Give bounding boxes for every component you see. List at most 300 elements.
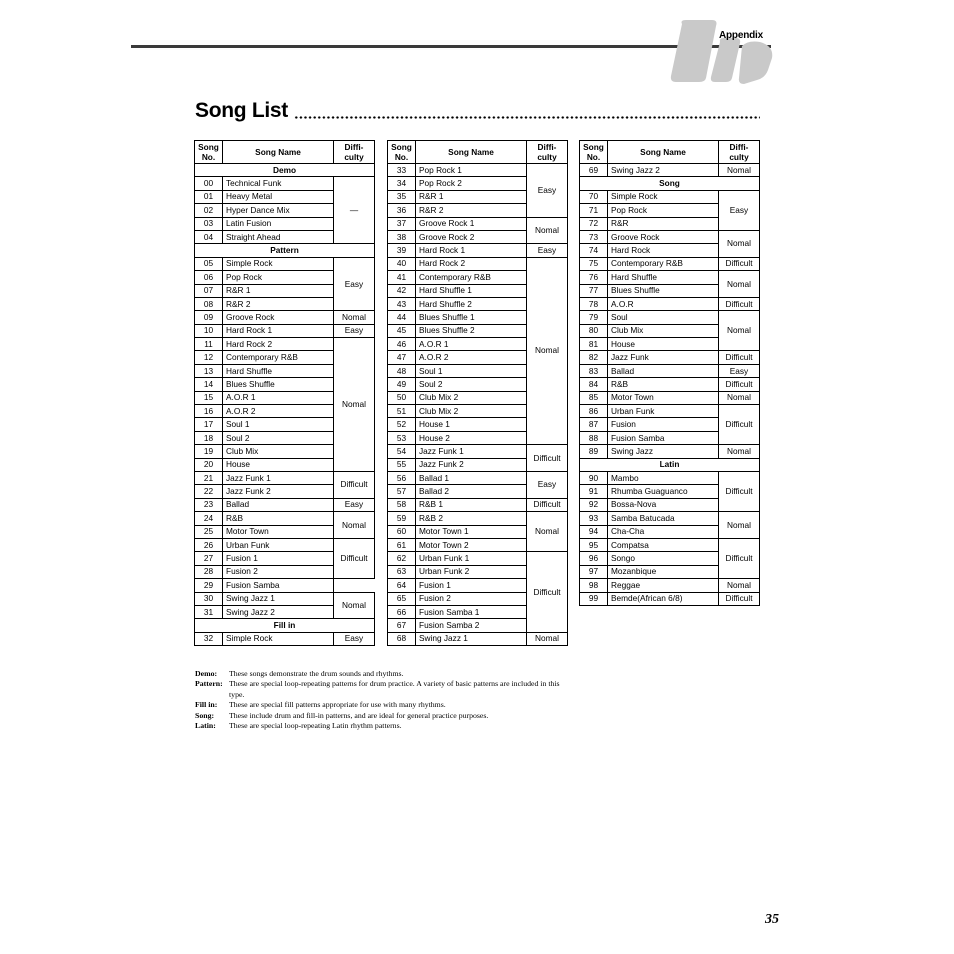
category-label: Pattern bbox=[195, 244, 375, 257]
song-name: Simple Rock bbox=[223, 257, 334, 270]
difficulty-cell: Nomal bbox=[719, 164, 760, 177]
table-row bbox=[580, 405, 760, 418]
song-number: 01 bbox=[195, 190, 223, 203]
table-row bbox=[388, 257, 568, 270]
song-number: 51 bbox=[388, 405, 416, 418]
song-number: 83 bbox=[580, 364, 608, 377]
song-name: Fusion Samba bbox=[608, 431, 719, 444]
difficulty-cell: Easy bbox=[527, 244, 568, 257]
song-name: R&R 2 bbox=[223, 297, 334, 310]
category-row bbox=[195, 164, 375, 177]
table-row bbox=[388, 498, 568, 511]
table-row bbox=[580, 164, 760, 177]
table-row bbox=[580, 271, 760, 284]
song-number: 79 bbox=[580, 311, 608, 324]
song-name: Hard Shuffle 1 bbox=[416, 284, 527, 297]
table-row bbox=[388, 632, 568, 645]
song-number: 08 bbox=[195, 297, 223, 310]
song-name: Hard Rock 2 bbox=[416, 257, 527, 270]
note-fill-in: Fill in: These are special fill patterns appropriate for use with many rhythms. bbox=[195, 700, 446, 710]
table-row bbox=[580, 471, 760, 484]
table-row bbox=[195, 177, 375, 190]
category-row bbox=[580, 177, 760, 190]
header-song-no: Song No. bbox=[580, 141, 608, 164]
header-song-name: Song Name bbox=[608, 141, 719, 164]
song-name: Jazz Funk 2 bbox=[416, 458, 527, 471]
song-number: 98 bbox=[580, 579, 608, 592]
song-name: Pop Rock 2 bbox=[416, 177, 527, 190]
difficulty-cell: Difficult bbox=[527, 498, 568, 511]
difficulty-cell: Nomal bbox=[527, 217, 568, 244]
song-name: Contemporary R&B bbox=[223, 351, 334, 364]
song-number: 53 bbox=[388, 431, 416, 444]
category-row bbox=[580, 458, 760, 471]
table-row bbox=[388, 217, 568, 230]
song-number: 81 bbox=[580, 338, 608, 351]
song-number: 46 bbox=[388, 338, 416, 351]
song-number: 43 bbox=[388, 297, 416, 310]
song-number: 88 bbox=[580, 431, 608, 444]
difficulty-cell: Nomal bbox=[719, 445, 760, 458]
song-name: Technical Funk bbox=[223, 177, 334, 190]
note-pattern: Pattern: These are special loop-repeating patterns for drum practice. A variety of basic patterns are included in this type. bbox=[195, 679, 560, 699]
table-row bbox=[388, 512, 568, 525]
song-number: 45 bbox=[388, 324, 416, 337]
table-row bbox=[195, 579, 375, 592]
page-title: Song List bbox=[195, 99, 288, 122]
song-name: Fusion Samba 2 bbox=[416, 619, 527, 632]
table-row bbox=[580, 538, 760, 551]
song-name: Hard Rock 1 bbox=[223, 324, 334, 337]
song-name: Groove Rock 1 bbox=[416, 217, 527, 230]
difficulty-cell: Nomal bbox=[719, 512, 760, 539]
table-row bbox=[580, 190, 760, 203]
header-song-no: Song No. bbox=[388, 141, 416, 164]
song-name: R&R 1 bbox=[416, 190, 527, 203]
song-number: 11 bbox=[195, 338, 223, 351]
song-number: 70 bbox=[580, 190, 608, 203]
difficulty-cell: Easy bbox=[719, 364, 760, 377]
table-header-row bbox=[388, 141, 568, 164]
song-name: Jazz Funk bbox=[608, 351, 719, 364]
song-name: Hard Rock 2 bbox=[223, 338, 334, 351]
song-number: 76 bbox=[580, 271, 608, 284]
song-name: Hard Shuffle 2 bbox=[416, 297, 527, 310]
song-name: Urban Funk bbox=[223, 538, 334, 551]
song-number: 92 bbox=[580, 498, 608, 511]
song-name: Ballad bbox=[608, 364, 719, 377]
table-row bbox=[580, 579, 760, 592]
difficulty-cell: Difficult bbox=[334, 471, 375, 498]
difficulty-cell: Difficult bbox=[719, 378, 760, 391]
song-name: Motor Town bbox=[223, 525, 334, 538]
category-row bbox=[195, 244, 375, 257]
song-name: Soul 2 bbox=[416, 378, 527, 391]
difficulty-cell: Nomal bbox=[334, 512, 375, 539]
song-name: Soul 1 bbox=[223, 418, 334, 431]
table-row bbox=[195, 311, 375, 324]
song-number: 61 bbox=[388, 538, 416, 551]
table-header-row bbox=[195, 141, 375, 164]
song-number: 91 bbox=[580, 485, 608, 498]
table-row bbox=[195, 257, 375, 270]
song-number: 34 bbox=[388, 177, 416, 190]
song-name: Songo bbox=[608, 552, 719, 565]
song-number: 77 bbox=[580, 284, 608, 297]
difficulty-cell: Easy bbox=[334, 324, 375, 337]
song-number: 97 bbox=[580, 565, 608, 578]
song-number: 22 bbox=[195, 485, 223, 498]
song-name: Blues Shuffle 2 bbox=[416, 324, 527, 337]
table-row bbox=[195, 538, 375, 551]
song-name: Pop Rock bbox=[608, 204, 719, 217]
song-number: 21 bbox=[195, 471, 223, 484]
table-row bbox=[580, 592, 760, 605]
song-name: Groove Rock bbox=[223, 311, 334, 324]
song-number: 39 bbox=[388, 244, 416, 257]
song-number: 00 bbox=[195, 177, 223, 190]
song-name: Hard Shuffle bbox=[608, 271, 719, 284]
difficulty-cell: Difficult bbox=[719, 471, 760, 511]
song-name: Rhumba Guaguanco bbox=[608, 485, 719, 498]
song-number: 55 bbox=[388, 458, 416, 471]
song-name: Ballad 1 bbox=[416, 471, 527, 484]
song-name: Simple Rock bbox=[608, 190, 719, 203]
category-label: Fill in bbox=[195, 619, 375, 632]
song-number: 78 bbox=[580, 297, 608, 310]
table-row bbox=[580, 230, 760, 243]
difficulty-cell: Difficult bbox=[527, 445, 568, 472]
song-name: Club Mix bbox=[223, 445, 334, 458]
table-row bbox=[195, 338, 375, 351]
song-name: Swing Jazz 1 bbox=[416, 632, 527, 645]
song-number: 25 bbox=[195, 525, 223, 538]
song-name: Compatsa bbox=[608, 538, 719, 551]
song-number: 87 bbox=[580, 418, 608, 431]
note-song: Song: These include drum and fill-in patterns, and are ideal for general practice purposes. bbox=[195, 710, 489, 720]
table-row bbox=[195, 632, 375, 645]
song-number: 44 bbox=[388, 311, 416, 324]
difficulty-cell: Nomal bbox=[719, 271, 760, 298]
difficulty-cell: Easy bbox=[334, 257, 375, 311]
song-name: R&B bbox=[223, 512, 334, 525]
difficulty-cell: — bbox=[334, 177, 375, 244]
song-number: 32 bbox=[195, 632, 223, 645]
song-number: 26 bbox=[195, 538, 223, 551]
song-name: Fusion 2 bbox=[416, 592, 527, 605]
difficulty-cell: Easy bbox=[527, 164, 568, 218]
song-number: 68 bbox=[388, 632, 416, 645]
song-number: 09 bbox=[195, 311, 223, 324]
song-name: Jazz Funk 1 bbox=[223, 471, 334, 484]
song-number: 66 bbox=[388, 605, 416, 618]
header-difficulty: Diffi-culty bbox=[719, 141, 760, 164]
song-name: Fusion Samba 1 bbox=[416, 605, 527, 618]
table-row bbox=[195, 324, 375, 337]
song-name: R&B 2 bbox=[416, 512, 527, 525]
song-name: Groove Rock 2 bbox=[416, 230, 527, 243]
table-header-row bbox=[580, 141, 760, 164]
difficulty-cell: Nomal bbox=[719, 311, 760, 351]
song-number: 35 bbox=[388, 190, 416, 203]
song-name: Hard Rock 1 bbox=[416, 244, 527, 257]
table-row bbox=[195, 592, 375, 605]
song-name: Mambo bbox=[608, 471, 719, 484]
song-name: R&B 1 bbox=[416, 498, 527, 511]
song-number: 80 bbox=[580, 324, 608, 337]
song-number: 75 bbox=[580, 257, 608, 270]
song-name: Bemde(African 6/8) bbox=[608, 592, 719, 605]
song-number: 63 bbox=[388, 565, 416, 578]
song-name: R&R 2 bbox=[416, 204, 527, 217]
difficulty-cell: Easy bbox=[527, 471, 568, 498]
table-row bbox=[580, 311, 760, 324]
table-row bbox=[580, 445, 760, 458]
song-name: Straight Ahead bbox=[223, 230, 334, 243]
table-row bbox=[388, 244, 568, 257]
song-number: 06 bbox=[195, 271, 223, 284]
difficulty-cell: Nomal bbox=[719, 391, 760, 404]
difficulty-cell: Nomal bbox=[527, 632, 568, 645]
song-name: Bossa-Nova bbox=[608, 498, 719, 511]
song-name: Jazz Funk 1 bbox=[416, 445, 527, 458]
song-number: 07 bbox=[195, 284, 223, 297]
song-number: 69 bbox=[580, 164, 608, 177]
song-number: 42 bbox=[388, 284, 416, 297]
song-name: Contemporary R&B bbox=[416, 271, 527, 284]
difficulty-cell: Nomal bbox=[719, 230, 760, 257]
song-name: Club Mix bbox=[608, 324, 719, 337]
song-name: Soul 2 bbox=[223, 431, 334, 444]
table-row bbox=[580, 364, 760, 377]
difficulty-cell: Difficult bbox=[719, 257, 760, 270]
song-number: 12 bbox=[195, 351, 223, 364]
song-number: 47 bbox=[388, 351, 416, 364]
song-name: Swing Jazz 2 bbox=[608, 164, 719, 177]
song-name: Swing Jazz 1 bbox=[223, 592, 334, 605]
table-row bbox=[388, 445, 568, 458]
song-number: 89 bbox=[580, 445, 608, 458]
song-number: 64 bbox=[388, 579, 416, 592]
table-row bbox=[195, 471, 375, 484]
song-name: Contemporary R&B bbox=[608, 257, 719, 270]
song-name: A.O.R 2 bbox=[416, 351, 527, 364]
header-difficulty: Diffi-culty bbox=[527, 141, 568, 164]
song-name: Swing Jazz bbox=[608, 445, 719, 458]
song-number: 60 bbox=[388, 525, 416, 538]
song-name: House 1 bbox=[416, 418, 527, 431]
song-number: 41 bbox=[388, 271, 416, 284]
table-row bbox=[580, 257, 760, 270]
song-name: Soul 1 bbox=[416, 364, 527, 377]
song-name: Ballad bbox=[223, 498, 334, 511]
song-number: 90 bbox=[580, 471, 608, 484]
table-row bbox=[580, 351, 760, 364]
song-number: 50 bbox=[388, 391, 416, 404]
song-number: 73 bbox=[580, 230, 608, 243]
song-number: 71 bbox=[580, 204, 608, 217]
song-name: House 2 bbox=[416, 431, 527, 444]
appendix-tab-graphic bbox=[668, 16, 778, 86]
song-number: 40 bbox=[388, 257, 416, 270]
difficulty-cell: Nomal bbox=[334, 592, 375, 619]
difficulty-cell: Difficult bbox=[719, 538, 760, 578]
song-number: 02 bbox=[195, 204, 223, 217]
table-row bbox=[580, 391, 760, 404]
header-song-name: Song Name bbox=[223, 141, 334, 164]
song-number: 65 bbox=[388, 592, 416, 605]
song-name: R&R bbox=[608, 217, 719, 230]
song-number: 37 bbox=[388, 217, 416, 230]
category-label: Latin bbox=[580, 458, 760, 471]
table-row bbox=[388, 552, 568, 565]
song-number: 85 bbox=[580, 391, 608, 404]
song-number: 33 bbox=[388, 164, 416, 177]
song-table-2 bbox=[387, 140, 568, 646]
category-label: Demo bbox=[195, 164, 375, 177]
song-name: Motor Town 2 bbox=[416, 538, 527, 551]
difficulty-cell: Difficult bbox=[334, 538, 375, 578]
song-name: Urban Funk 2 bbox=[416, 565, 527, 578]
song-number: 19 bbox=[195, 445, 223, 458]
note-demo: Demo: These songs demonstrate the drum sounds and rhythms. bbox=[195, 669, 404, 678]
song-name: Motor Town 1 bbox=[416, 525, 527, 538]
song-number: 93 bbox=[580, 512, 608, 525]
song-number: 30 bbox=[195, 592, 223, 605]
difficulty-cell: Nomal bbox=[527, 257, 568, 444]
difficulty-cell: Nomal bbox=[719, 579, 760, 592]
song-number: 18 bbox=[195, 431, 223, 444]
song-name: Pop Rock 1 bbox=[416, 164, 527, 177]
song-number: 52 bbox=[388, 418, 416, 431]
song-number: 56 bbox=[388, 471, 416, 484]
song-number: 14 bbox=[195, 378, 223, 391]
song-name: Blues Shuffle bbox=[608, 284, 719, 297]
song-number: 16 bbox=[195, 405, 223, 418]
song-number: 54 bbox=[388, 445, 416, 458]
header-song-name: Song Name bbox=[416, 141, 527, 164]
song-number: 72 bbox=[580, 217, 608, 230]
song-name: Blues Shuffle 1 bbox=[416, 311, 527, 324]
difficulty-cell: Difficult bbox=[719, 351, 760, 364]
song-name: Reggae bbox=[608, 579, 719, 592]
difficulty-cell: Nomal bbox=[334, 338, 375, 472]
song-name: Hard Rock bbox=[608, 244, 719, 257]
song-number: 74 bbox=[580, 244, 608, 257]
dot-leader bbox=[294, 116, 760, 119]
song-number: 23 bbox=[195, 498, 223, 511]
song-name: Fusion 1 bbox=[416, 579, 527, 592]
song-name: R&B bbox=[608, 378, 719, 391]
difficulty-cell: Difficult bbox=[719, 592, 760, 605]
song-number: 48 bbox=[388, 364, 416, 377]
song-number: 86 bbox=[580, 405, 608, 418]
difficulty-cell: Nomal bbox=[334, 311, 375, 324]
song-name: Urban Funk 1 bbox=[416, 552, 527, 565]
song-number: 27 bbox=[195, 552, 223, 565]
song-number: 20 bbox=[195, 458, 223, 471]
song-number: 67 bbox=[388, 619, 416, 632]
table-row bbox=[580, 512, 760, 525]
song-number: 99 bbox=[580, 592, 608, 605]
note-latin: Latin: These are special loop-repeating Latin rhythm patterns. bbox=[195, 721, 402, 731]
difficulty-cell: Difficult bbox=[719, 405, 760, 445]
song-name: Motor Town bbox=[608, 391, 719, 404]
song-name: House bbox=[223, 458, 334, 471]
song-number: 57 bbox=[388, 485, 416, 498]
song-number: 36 bbox=[388, 204, 416, 217]
song-name: Cha-Cha bbox=[608, 525, 719, 538]
song-name: Blues Shuffle bbox=[223, 378, 334, 391]
song-name: Fusion Samba bbox=[223, 579, 334, 592]
difficulty-cell: Difficult bbox=[527, 552, 568, 632]
song-name: Mozanbique bbox=[608, 565, 719, 578]
song-name: Fusion 1 bbox=[223, 552, 334, 565]
song-number: 15 bbox=[195, 391, 223, 404]
song-name: Hard Shuffle bbox=[223, 364, 334, 377]
song-name: House bbox=[608, 338, 719, 351]
category-notes bbox=[195, 669, 569, 731]
difficulty-cell: Difficult bbox=[719, 297, 760, 310]
song-name: Ballad 2 bbox=[416, 485, 527, 498]
song-name: Swing Jazz 2 bbox=[223, 605, 334, 618]
song-number: 10 bbox=[195, 324, 223, 337]
difficulty-cell: Easy bbox=[334, 632, 375, 645]
song-name: Jazz Funk 2 bbox=[223, 485, 334, 498]
song-number: 82 bbox=[580, 351, 608, 364]
song-name: Club Mix 2 bbox=[416, 391, 527, 404]
table-row bbox=[388, 471, 568, 484]
song-name: A.O.R 2 bbox=[223, 405, 334, 418]
song-name: Heavy Metal bbox=[223, 190, 334, 203]
category-row bbox=[195, 619, 375, 632]
song-name: Simple Rock bbox=[223, 632, 334, 645]
category-label: Song bbox=[580, 177, 760, 190]
table-row bbox=[195, 512, 375, 525]
song-name: A.O.R 1 bbox=[416, 338, 527, 351]
song-number: 05 bbox=[195, 257, 223, 270]
song-name: Fusion 2 bbox=[223, 565, 334, 578]
song-name: A.O.R 1 bbox=[223, 391, 334, 404]
song-number: 95 bbox=[580, 538, 608, 551]
header-difficulty: Diffi-culty bbox=[334, 141, 375, 164]
song-name: Latin Fusion bbox=[223, 217, 334, 230]
song-number: 94 bbox=[580, 525, 608, 538]
song-number: 13 bbox=[195, 364, 223, 377]
difficulty-cell: Easy bbox=[719, 190, 760, 230]
song-number: 28 bbox=[195, 565, 223, 578]
song-number: 96 bbox=[580, 552, 608, 565]
song-name: Club Mix 2 bbox=[416, 405, 527, 418]
page-number: 35 bbox=[765, 912, 779, 927]
song-number: 59 bbox=[388, 512, 416, 525]
song-number: 84 bbox=[580, 378, 608, 391]
song-table-1 bbox=[194, 140, 375, 646]
song-number: 04 bbox=[195, 230, 223, 243]
song-name: R&R 1 bbox=[223, 284, 334, 297]
song-name: Hyper Dance Mix bbox=[223, 204, 334, 217]
song-number: 31 bbox=[195, 605, 223, 618]
song-number: 49 bbox=[388, 378, 416, 391]
song-name: Groove Rock bbox=[608, 230, 719, 243]
song-number: 24 bbox=[195, 512, 223, 525]
song-number: 38 bbox=[388, 230, 416, 243]
header-song-no: Song No. bbox=[195, 141, 223, 164]
song-number: 03 bbox=[195, 217, 223, 230]
song-number: 58 bbox=[388, 498, 416, 511]
song-number: 29 bbox=[195, 579, 223, 592]
song-name: Soul bbox=[608, 311, 719, 324]
